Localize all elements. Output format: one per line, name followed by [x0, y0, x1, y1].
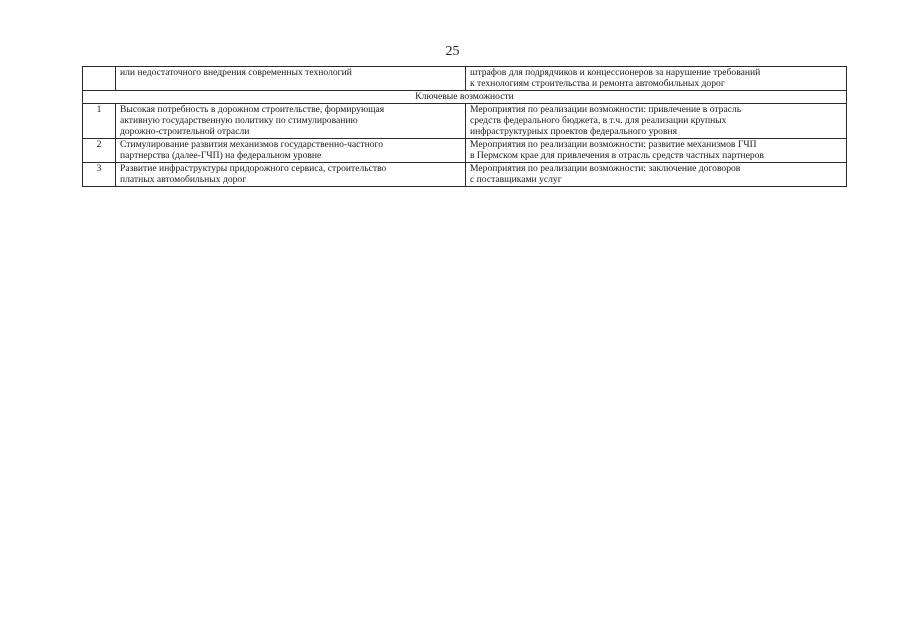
threat-text: или недостаточного внедрения современных технологий [120, 67, 352, 78]
measure-text: Мероприятия по реализации возможности: развитие механизмов ГЧП в Пермском крае для привлечения в отрасль средств частных партнеров [470, 139, 764, 161]
table-row [83, 163, 847, 187]
measure-text: Мероприятия по реализации возможности: привлечение в отрасль средств федерального бюджета, в т.ч. для реализации крупных инфраструктурных проектов федерального уровня [470, 104, 742, 137]
section-header-row [83, 91, 847, 104]
measure-text: Мероприятия по реализации возможности: заключение договоров с поставщиками услуг [470, 163, 741, 185]
row-number-cell: 1 [83, 104, 116, 139]
row-number-cell: 2 [83, 139, 116, 163]
opportunities-table [82, 66, 847, 187]
section-header-key-opportunities: Ключевые возможности [83, 91, 847, 104]
row-number-cell [83, 67, 116, 91]
measure-cell [466, 67, 847, 91]
measure-text: штрафов для подрядчиков и концессионеров за нарушение требований к технологиям строительства и ремонта автомобильных дорог [470, 67, 761, 89]
opportunity-text: Стимулирование развития механизмов государственно-частного партнерства (далее-ГЧП) на федеральном уровне [120, 139, 384, 161]
measure-cell [466, 163, 847, 187]
table-row [83, 139, 847, 163]
measure-cell [466, 104, 847, 139]
opportunity-cell [116, 104, 466, 139]
table-row [83, 104, 847, 139]
opportunity-text: Высокая потребность в дорожном строительстве, формирующая активную государственную политику по стимулированию дорожно-строительной отрасли [120, 104, 385, 137]
opportunity-cell [116, 139, 466, 163]
threat-cell [116, 67, 466, 91]
opportunity-cell [116, 163, 466, 187]
opportunity-text: Развитие инфраструктуры придорожного сервиса, строительство платных автомобильных дорог [120, 163, 387, 185]
measure-cell [466, 139, 847, 163]
row-number-cell: 3 [83, 163, 116, 187]
page-number: 25 [445, 44, 460, 59]
table-row-continuation [83, 67, 847, 91]
